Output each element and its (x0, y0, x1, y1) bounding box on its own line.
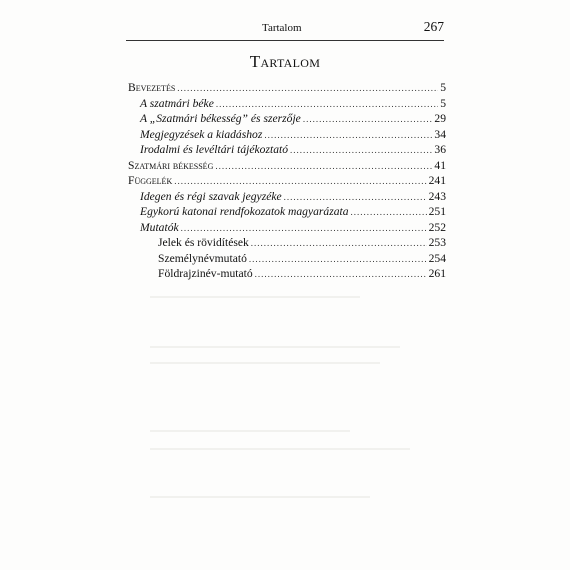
toc-entry-title: Függelék (128, 174, 173, 187)
toc-entry (128, 112, 446, 128)
toc-entry-title: A szatmári béke (140, 96, 214, 110)
toc-entry-title: Jelek és rövidítések (158, 236, 249, 249)
toc-entry-title: Bevezetés (128, 81, 176, 94)
toc-entry (128, 236, 446, 252)
table-of-contents (128, 81, 446, 283)
toc-entry-page: 5 (440, 81, 446, 94)
dot-leader (284, 192, 427, 202)
toc-entry (128, 190, 446, 206)
toc-entry (128, 252, 446, 268)
toc-entry-page: 253 (428, 236, 446, 249)
running-title: Tartalom (262, 22, 302, 34)
toc-entry-page: 243 (428, 189, 446, 203)
toc-entry (128, 143, 446, 159)
dot-leader (215, 161, 432, 171)
toc-entry-title: Személynévmutató (158, 251, 247, 265)
toc-entry (128, 97, 446, 113)
toc-entry-page: 34 (434, 127, 446, 141)
dot-leader (249, 254, 427, 264)
toc-entry-title: Idegen és régi szavak jegyzéke (140, 189, 282, 203)
toc-entry-page: 261 (428, 267, 446, 280)
dot-leader (177, 83, 438, 93)
toc-heading-text: Tartalom (249, 52, 321, 71)
toc-entry-page: 254 (428, 251, 446, 265)
toc-entry-page: 5 (440, 96, 446, 110)
toc-entry (128, 221, 446, 237)
toc-entry-page: 29 (434, 112, 446, 125)
show-through-line (150, 346, 400, 348)
running-head (126, 20, 444, 41)
toc-entry (128, 267, 446, 283)
page-number: 267 (423, 19, 444, 34)
dot-leader (290, 145, 432, 155)
show-through-line (150, 496, 370, 498)
dot-leader (251, 238, 427, 248)
show-through-line (150, 448, 410, 450)
toc-entry-title: Irodalmi és levéltári tájékoztató (140, 143, 289, 156)
toc-entry (128, 159, 446, 175)
show-through-line (150, 296, 360, 298)
toc-entry (128, 174, 446, 190)
dot-leader (216, 99, 438, 109)
toc-entry-title: Szatmári békesség (128, 158, 214, 172)
toc-entry (128, 205, 446, 221)
dot-leader (174, 176, 426, 186)
toc-entry-title: Mutatók (140, 220, 179, 234)
toc-entry (128, 128, 446, 144)
dot-leader (255, 269, 427, 279)
toc-entry-title: Megjegyzések a kiadáshoz (140, 127, 263, 141)
toc-entry-page: 36 (434, 143, 446, 156)
toc-entry-title: Egykorú katonai rendfokozatok magyarázata (140, 205, 349, 218)
dot-leader (351, 207, 427, 217)
toc-entry-page: 241 (428, 174, 446, 187)
toc-heading (0, 52, 570, 72)
toc-entry-title: A „Szatmári békesség” és szerzője (140, 112, 301, 125)
dot-leader (181, 223, 427, 233)
toc-entry-page: 252 (428, 220, 446, 234)
show-through-line (150, 362, 380, 364)
toc-entry (128, 81, 446, 97)
toc-entry-page: 41 (434, 158, 446, 172)
toc-entry-page: 251 (428, 205, 446, 218)
dot-leader (264, 130, 432, 140)
show-through-line (150, 430, 350, 432)
dot-leader (303, 114, 433, 124)
toc-entry-title: Földrajzinév-mutató (158, 267, 253, 280)
